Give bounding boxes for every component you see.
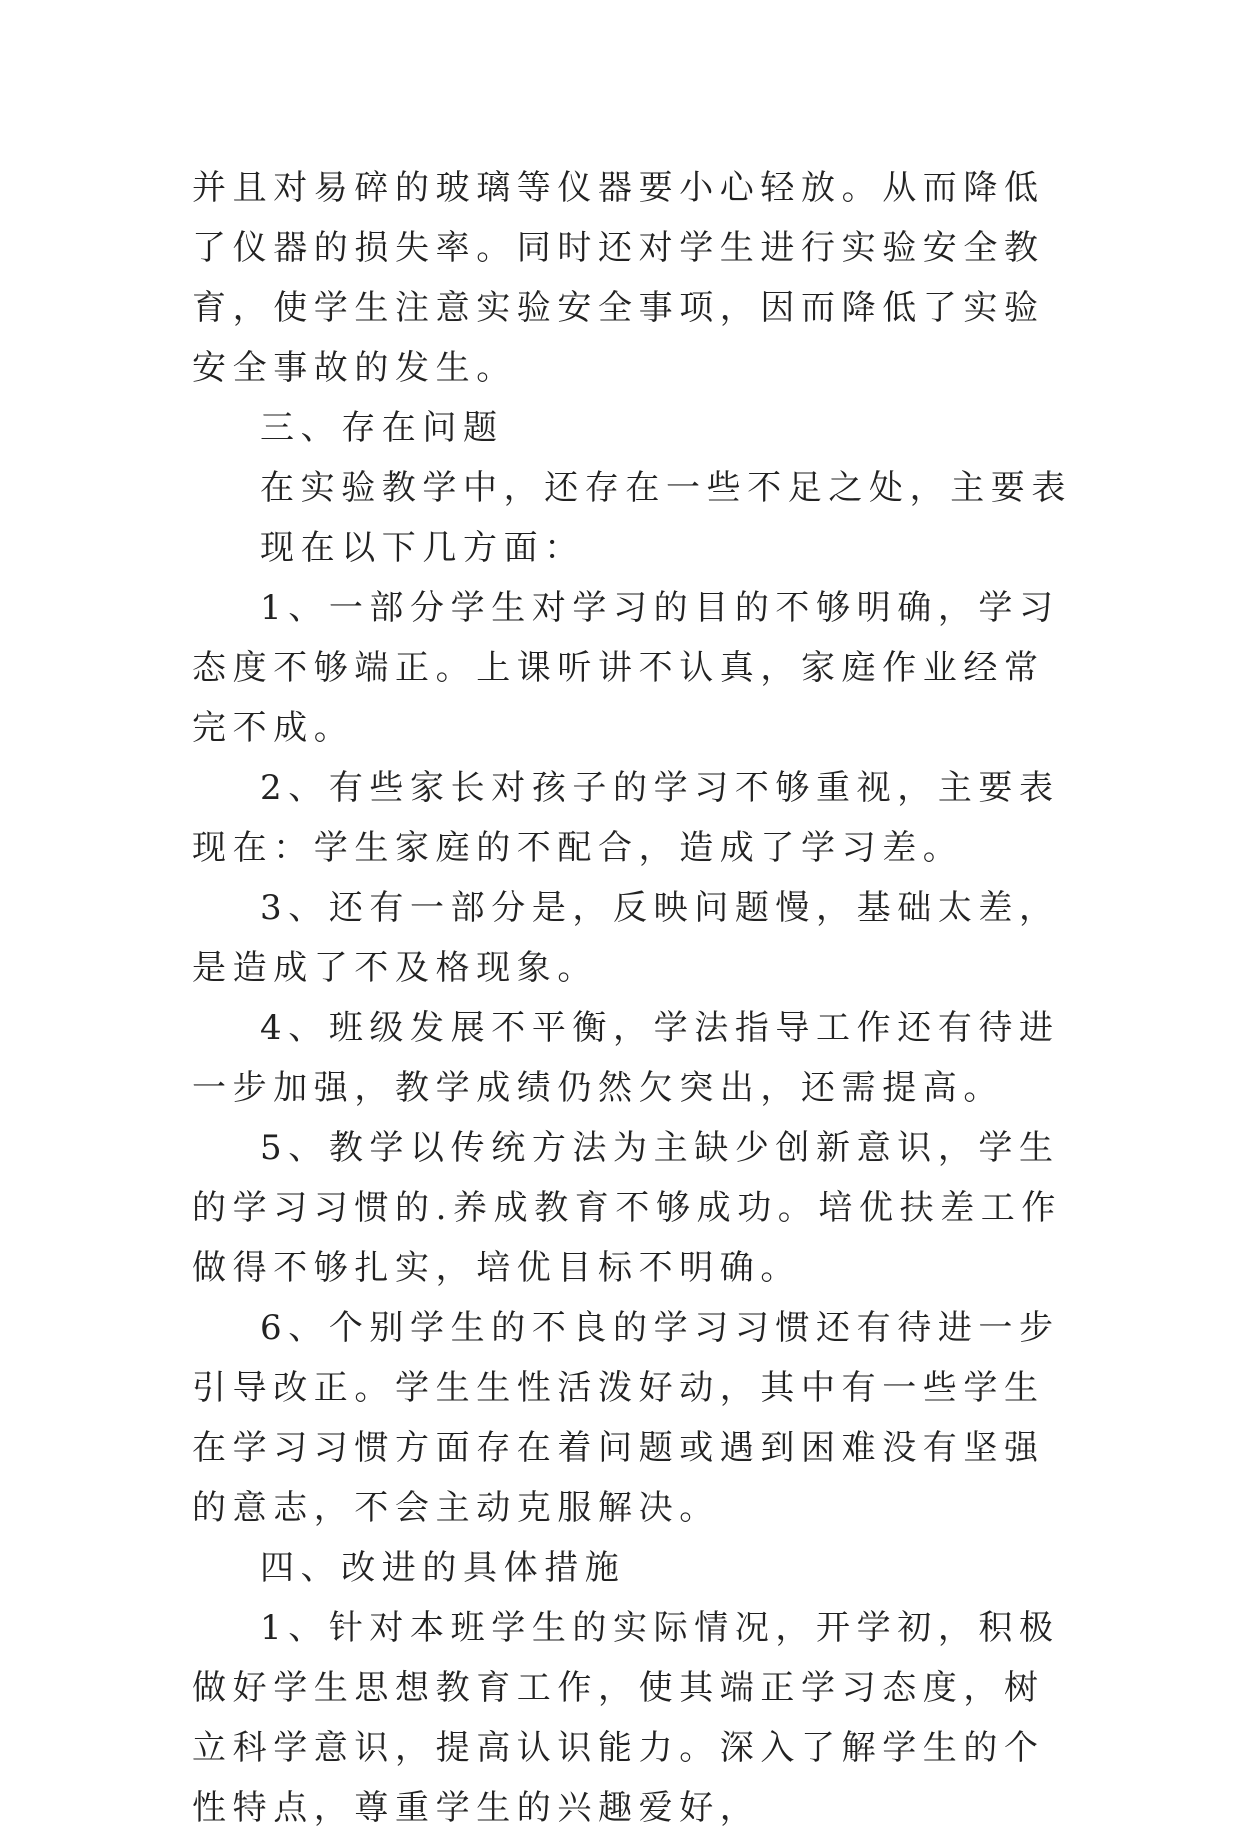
section-heading-measures: 四、改进的具体措施 bbox=[260, 1548, 626, 1588]
problem-item-1: 1、一部分学生对学习的目的不够明确，学习态度不够端正。上课听讲不认真，家庭作业经常完不成。 bbox=[192, 588, 1060, 748]
measure-item-1: 1、针对本班学生的实际情况，开学初，积极做好学生思想教育工作，使其端正学习态度，树立科学意识，提高认识能力。深入了解学生的个性特点，尊重学生的兴趣爱好， bbox=[192, 1608, 1060, 1828]
problem-item-6: 6、个别学生的不良的学习习惯还有待进一步引导改正。学生生性活泼好动，其中有一些学生在学习习惯方面存在着问题或遇到困难没有坚强的意志，不会主动克服解决。 bbox=[192, 1308, 1060, 1528]
section-heading-problems: 三、存在问题 bbox=[260, 408, 504, 448]
document-body bbox=[192, 158, 1072, 1838]
paragraph-continuation: 并且对易碎的玻璃等仪器要小心轻放。从而降低了仪器的损失率。同时还对学生进行实验安全教育，使学生注意实验安全事项，因而降低了实验安全事故的发生。 bbox=[192, 168, 1045, 388]
problem-item-2: 2、有些家长对孩子的学习不够重视，主要表现在：学生家庭的不配合，造成了学习差。 bbox=[192, 768, 1060, 868]
problem-item-3: 3、还有一部分是，反映问题慢，基础太差，是造成了不及格现象。 bbox=[192, 888, 1060, 988]
paragraph-problems-intro: 在实验教学中，还存在一些不足之处，主要表现在以下几方面： bbox=[260, 468, 1072, 568]
problem-item-5: 5、教学以传统方法为主缺少创新意识，学生的学习习惯的.养成教育不够成功。培优扶差工作做得不够扎实，培优目标不明确。 bbox=[192, 1128, 1063, 1288]
problem-item-4: 4、班级发展不平衡，学法指导工作还有待进一步加强，教学成绩仍然欠突出，还需提高。 bbox=[192, 1008, 1060, 1108]
